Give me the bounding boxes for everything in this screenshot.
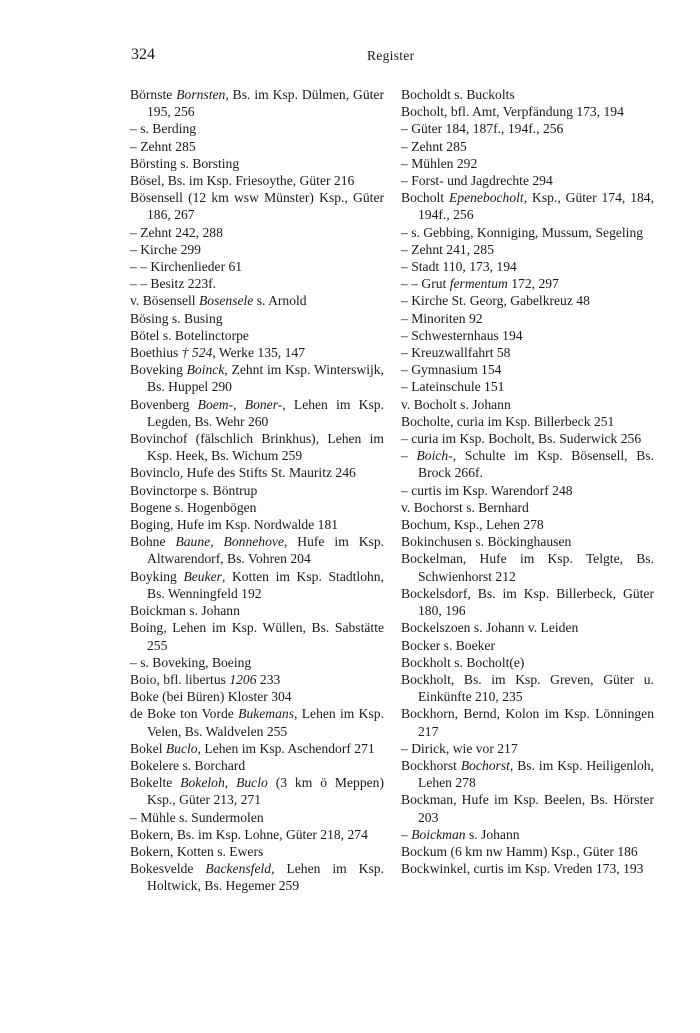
- index-entry: Bochum, Ksp., Lehen 278: [401, 517, 544, 533]
- index-entry: Bokel Buclo, Lehen im Ksp. Aschendorf 271: [130, 740, 375, 756]
- index-entry: Bokern, Kotten s. Ewers: [130, 843, 264, 859]
- index-entry: Bokelere s. Borchard: [130, 757, 246, 773]
- index-entry: – s. Boveking, Boeing: [130, 654, 252, 670]
- index-entry: Bokern, Bs. im Ksp. Lohne, Güter 218, 274: [130, 826, 368, 842]
- index-entry: Bockwinkel, curtis im Ksp. Vreden 173, 193: [401, 861, 644, 877]
- index-entry: Bocholdt s. Buckolts: [401, 87, 515, 102]
- index-entry: – Dirick, wie vor 217: [401, 740, 518, 756]
- index-column-right: [401, 86, 654, 877]
- index-entry: Bohne Baune, Bonnehove, Hufe im Ksp. Altwarendorf, Bs. Vohren 204: [130, 534, 385, 567]
- index-entry: – Lateinschule 151: [401, 379, 505, 395]
- index-entry: Bockum (6 km nw Hamm) Ksp., Güter 186: [401, 843, 638, 859]
- page-number: 324: [131, 46, 155, 63]
- index-entry: Bockelsdorf, Bs. im Ksp. Billerbeck, Güter 180, 196: [401, 585, 654, 619]
- index-entry: Boke (bei Büren) Kloster 304: [130, 689, 292, 705]
- index-entry: v. Bocholt s. Johann: [401, 396, 511, 412]
- index-entry: Boing, Lehen im Ksp. Wüllen, Bs. Sabstätte 255: [130, 620, 384, 653]
- index-entry: Bösing s. Busing: [130, 310, 223, 326]
- index-entry: Bockman, Hufe im Ksp. Beelen, Bs. Hörster 203: [401, 792, 654, 825]
- index-column-left: [130, 86, 384, 895]
- index-entry: Boio, bfl. libertus 1206 233: [130, 671, 281, 687]
- index-entry: – s. Berding: [130, 121, 197, 137]
- index-entry: Boethius † 524, Werke 135, 147: [130, 345, 305, 361]
- index-entry: Börnste Bornsten, Bs. im Ksp. Dülmen, Güter 195, 256: [130, 87, 384, 120]
- index-entry: – s. Gebbing, Konniging, Mussum, Segeling: [401, 224, 644, 240]
- index-entry: – Kreuzwallfahrt 58: [401, 345, 511, 361]
- index-entry: Bockelszoen s. Johann v. Leiden: [401, 620, 579, 636]
- index-entry: – Zehnt 241, 285: [401, 241, 494, 257]
- index-entry: – curtis im Ksp. Warendorf 248: [401, 482, 573, 498]
- index-entry: – Zehnt 285: [401, 138, 467, 154]
- index-entry: Bockhorn, Bernd, Kolon im Ksp. Lönningen 217: [401, 706, 654, 739]
- index-entry: – Güter 184, 187f., 194f., 256: [401, 121, 564, 137]
- index-entry: Bockelman, Hufe im Ksp. Telgte, Bs. Schwienhorst 212: [401, 551, 654, 584]
- index-entry: Bovinchof (fälschlich Brinkhus), Lehen im Ksp. Heek, Bs. Wichum 259: [130, 431, 384, 464]
- index-entry: Boveking Boinck, Zehnt im Ksp. Winterswijk, Bs. Huppel 290: [130, 362, 384, 395]
- index-entry: – Mühle s. Sundermolen: [130, 809, 264, 825]
- index-entry: Bötel s. Botelinctorpe: [130, 327, 249, 343]
- index-entry: – Mühlen 292: [401, 155, 478, 171]
- index-entry: – – Besitz 223f.: [130, 276, 217, 292]
- index-entry: – curia im Ksp. Bocholt, Bs. Suderwick 256: [401, 431, 642, 447]
- index-entry: Bocholt Epenebocholt, Ksp., Güter 174, 184, 194f., 256: [401, 190, 654, 223]
- index-entry: Bogene s. Hogenbögen: [130, 499, 257, 515]
- index-entry: Bocholte, curia im Ksp. Billerbeck 251: [401, 413, 615, 429]
- index-entry: Bocker s. Boeker: [401, 637, 495, 653]
- index-entry: Bokesvelde Backensfeld, Lehen im Ksp. Holtwick, Bs. Hegemer 259: [130, 861, 384, 894]
- index-entry: Bockholt s. Bocholt(e): [401, 654, 525, 670]
- index-entry: – Boich-, Schulte im Ksp. Bösensell, Bs. Brock 266f.: [401, 448, 654, 481]
- index-entry: – Kirche St. Georg, Gabelkreuz 48: [401, 293, 590, 309]
- index-entry: Bocholt, bfl. Amt, Verpfändung 173, 194: [401, 104, 624, 120]
- index-entry: Bösel, Bs. im Ksp. Friesoythe, Güter 216: [130, 173, 355, 189]
- index-entry: Bösensell (12 km wsw Münster) Ksp., Güter 186, 267: [130, 190, 384, 223]
- index-entry: Bovenberg Boem-, Boner-, Lehen im Ksp. Legden, Bs. Wehr 260: [130, 396, 384, 429]
- index-entry: Bovinclo, Hufe des Stifts St. Mauritz 246: [130, 465, 356, 481]
- index-entry: – Minoriten 92: [401, 310, 483, 326]
- index-entry: – Zehnt 285: [130, 138, 196, 154]
- index-entry: – Schwesternhaus 194: [401, 327, 523, 343]
- index-entry: Börsting s. Borsting: [130, 155, 240, 171]
- index-entry: – Gymnasium 154: [401, 362, 502, 378]
- index-entry: – Stadt 110, 173, 194: [401, 259, 517, 275]
- index-entry: v. Bochorst s. Bernhard: [401, 499, 529, 515]
- index-entry: – Forst- und Jagdrechte 294: [401, 173, 553, 189]
- index-entry: Bockholt, Bs. im Ksp. Greven, Güter u. Einkünfte 210, 235: [401, 671, 654, 705]
- index-entry: – Boickman s. Johann: [401, 826, 520, 842]
- index-entry: Bokinchusen s. Böckinghausen: [401, 534, 572, 550]
- index-entry: – Kirche 299: [130, 241, 201, 257]
- index-entry: de Boke ton Vorde Bukemans, Lehen im Ksp. Velen, Bs. Waldvelen 255: [130, 706, 384, 739]
- index-entry: Bokelte Bokeloh, Buclo (3 km ö Meppen) Ksp., Güter 213, 271: [130, 775, 384, 808]
- index-entry: Bovinctorpe s. Böntrup: [130, 482, 258, 498]
- index-entry: Boging, Hufe im Ksp. Nordwalde 181: [130, 517, 339, 533]
- index-entry: Bockhorst Bochorst, Bs. im Ksp. Heiligenloh, Lehen 278: [401, 757, 654, 791]
- index-entry: – – Kirchenlieder 61: [130, 259, 243, 275]
- index-entry: Boickman s. Johann: [130, 603, 240, 619]
- index-entry: v. Bösensell Bosensele s. Arnold: [130, 293, 307, 309]
- index-entry: Boyking Beuker, Kotten im Ksp. Stadtlohn, Bs. Wenningfeld 192: [130, 568, 384, 601]
- index-entry: – Zehnt 242, 288: [130, 224, 223, 240]
- index-entry: – – Grut fermentum 172, 297: [401, 276, 559, 292]
- running-head: Register: [367, 48, 415, 63]
